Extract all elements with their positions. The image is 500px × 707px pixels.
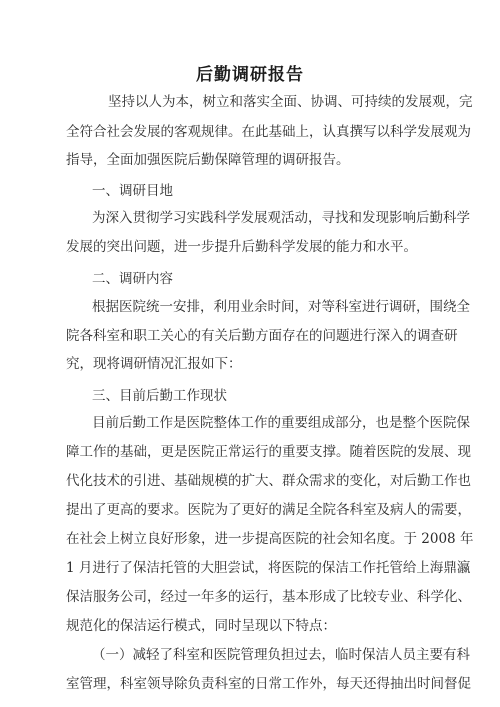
subsection-1-line-2: 室管理，科室领导除负责科室的日常工作外，每天还得抽出时间督促 [66, 676, 471, 692]
section-3-line-7: 保洁服务公司，经过一年多的运行，基本形成了比较专业、科学化、 [66, 589, 471, 605]
intro-line-2: 全符合社会发展的客观规律。在此基础上，认真撰写以科学发展观为 [66, 124, 471, 140]
section-1-line-1: 为深入贯彻学习实践科学发展观活动，寻找和发现影响后勤科学 [92, 210, 470, 226]
subsection-1-line-1: （一）减轻了科室和医院管理负担过去，临时保洁人员主要有科 [92, 647, 470, 663]
section-3-line-3: 代化技术的引进、基础规模的扩大、群众需求的变化，对后勤工作也 [66, 473, 471, 489]
section-3-heading: 三、目前后勤工作现状 [92, 388, 227, 404]
intro-line-1: 坚持以人为本，树立和落实全面、协调、可持续的发展观，完 [108, 94, 473, 110]
document-title: 后勤调研报告 [196, 65, 304, 85]
section-2-heading: 二、调研内容 [92, 271, 173, 287]
section-1-line-2: 发展的突出问题，进一步提升后勤科学发展的能力和水平。 [66, 239, 417, 255]
section-3-line-2: 障工作的基础，更是医院正常运行的重要支撑。随着医院的发展、现 [66, 444, 471, 460]
section-2-line-3: 究，现将调研情况汇报如下： [66, 356, 242, 372]
section-2-line-1: 根据医院统一安排，利用业余时间，对等科室进行调研，围绕全 [92, 299, 470, 315]
section-3-line-8: 规范化的保洁运行模式，同时呈现以下特点： [66, 618, 336, 634]
section-2-line-2: 院各科室和职工关心的有关后勤方面存在的问题进行深入的调查研 [66, 328, 458, 344]
section-3-line-6: 1 月进行了保洁托管的大胆尝试，将医院的保洁工作托管给上海鼎瀛 [66, 560, 471, 576]
section-3-line-4: 提出了更高的要求。医院为了更好的满足全院各科室及病人的需要， [66, 502, 471, 518]
intro-line-3: 指导，全面加强医院后勤保障管理的调研报告。 [66, 152, 350, 168]
section-1-heading: 一、调研目地 [92, 183, 173, 199]
section-3-line-1: 目前后勤工作是医院整体工作的重要组成部分，也是整个医院保 [92, 415, 470, 431]
section-3-line-5: 在社会上树立良好形象，进一步提高医院的社会知名度。于 2008 年 [66, 531, 474, 547]
